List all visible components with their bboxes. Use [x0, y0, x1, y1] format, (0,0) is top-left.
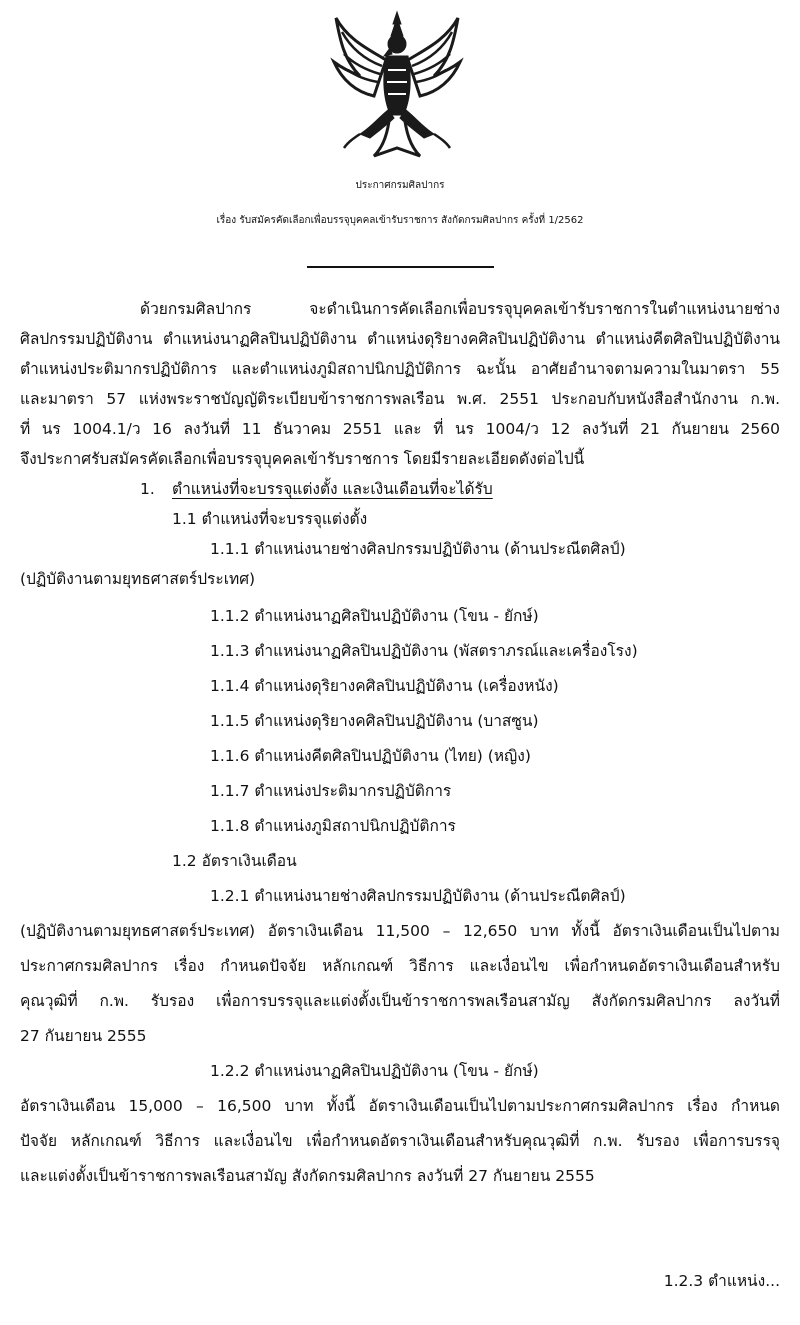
garuda-emblem-icon	[330, 10, 465, 160]
salary-body-line: 27 กันยายน 2555	[20, 1027, 147, 1045]
announcement-title: ประกาศกรมศิลปากร	[355, 180, 445, 191]
position-item-cont: (ปฏิบัติงานตามยุทธศาสตร์ประเทศ)	[20, 570, 256, 588]
subsection-heading: 1.2 อัตราเงินเดือน	[172, 852, 297, 870]
position-item: 1.1.3 ตำแหน่งนาฏศิลปินปฏิบัติงาน (พัสตราภรณ์และเครื่องโรง)	[210, 642, 638, 660]
position-item: 1.1.5 ตำแหน่งดุริยางคศิลปินปฏิบัติงาน (บาสซูน)	[210, 712, 539, 730]
intro-line: ที่ นร 1004.1/ว 16 ลงวันที่ 11 ธันวาคม 2551 และ ที่ นร 1004/ว 12 ลงวันที่ 21 กันยายน 2560	[20, 420, 780, 438]
intro-line: ตำแหน่งประติมากรปฏิบัติการ และตำแหน่งภูมิสถาปนิกปฏิบัติการ ฉะนั้น อาศัยอำนาจตามความในมาตรา 55	[20, 360, 780, 378]
title-divider	[307, 266, 494, 268]
salary-body-line: คุณวุฒิที่ ก.พ. รับรอง เพื่อการบรรจุและแต่งตั้งเป็นข้าราชการพลเรือนสามัญ สังกัดกรมศิลปากร ลงวันที่	[20, 992, 780, 1010]
section-heading: ตำแหน่งที่จะบรรจุแต่งตั้ง และเงินเดือนที่จะได้รับ	[172, 480, 493, 498]
salary-body-line: ปัจจัย หลักเกณฑ์ วิธีการ และเงื่อนไข เพื่อกำหนดอัตราเงินเดือนสำหรับคุณวุฒิที่ ก.พ. รับรอง เพื่อการบรรจุ	[20, 1132, 780, 1150]
salary-body-line: และแต่งตั้งเป็นข้าราชการพลเรือนสามัญ สังกัดกรมศิลปากร ลงวันที่ 27 กันยายน 2555	[20, 1167, 595, 1185]
salary-body-line: อัตราเงินเดือน 15,000 – 16,500 บาท ทั้งนี้ อัตราเงินเดือนเป็นไปตามประกาศกรมศิลปากร เรื่อง กำหนด	[20, 1097, 780, 1115]
salary-body-line: ประกาศกรมศิลปากร เรื่อง กำหนดปัจจัย หลักเกณฑ์ วิธีการ และเงื่อนไข เพื่อกำหนดอัตราเงินเดือนสำหรับ	[20, 957, 780, 975]
page-continuation: 1.2.3 ตำแหน่ง...	[663, 1272, 780, 1290]
position-item: 1.1.6 ตำแหน่งคีตศิลปินปฏิบัติงาน (ไทย) (หญิง)	[210, 747, 531, 765]
subsection-heading: 1.1 ตำแหน่งที่จะบรรจุแต่งตั้ง	[172, 510, 368, 528]
salary-item: 1.2.2 ตำแหน่งนาฏศิลปินปฏิบัติงาน (โขน - ยักษ์)	[210, 1062, 539, 1080]
position-item: 1.1.4 ตำแหน่งดุริยางคศิลปินปฏิบัติงาน (เครื่องหนัง)	[210, 677, 559, 695]
announcement-subject: เรื่อง รับสมัครคัดเลือกเพื่อบรรจุบุคคลเข้ารับราชการ สังกัดกรมศิลปากร ครั้งที่ 1/2562	[216, 215, 584, 226]
intro-line: และมาตรา 57 แห่งพระราชบัญญัติระเบียบข้าราชการพลเรือน พ.ศ. 2551 ประกอบกับหนังสือสำนักงาน ก.พ.	[20, 390, 780, 408]
intro-line: ด้วยกรมศิลปากร จะดำเนินการคัดเลือกเพื่อบรรจุบุคคลเข้ารับราชการในตำแหน่งนายช่าง	[140, 300, 780, 318]
position-item: 1.1.2 ตำแหน่งนาฏศิลปินปฏิบัติงาน (โขน - ยักษ์)	[210, 607, 539, 625]
salary-item: 1.2.1 ตำแหน่งนายช่างศิลปกรรมปฏิบัติงาน (ด้านประณีตศิลป์)	[210, 887, 626, 905]
position-item: 1.1.8 ตำแหน่งภูมิสถาปนิกปฏิบัติการ	[210, 817, 456, 835]
section-number: 1.	[140, 480, 155, 498]
salary-body-line: (ปฏิบัติงานตามยุทธศาสตร์ประเทศ) อัตราเงินเดือน 11,500 – 12,650 บาท ทั้งนี้ อัตราเงินเดือนเป็นไปตาม	[20, 922, 780, 940]
position-item: 1.1.7 ตำแหน่งประติมากรปฏิบัติการ	[210, 782, 452, 800]
intro-line: ศิลปกรรมปฏิบัติงาน ตำแหน่งนาฏศิลปินปฏิบัติงาน ตำแหน่งดุริยางคศิลปินปฏิบัติงาน ตำแหน่งคีตศิลปินปฏิบัติงาน	[20, 330, 780, 348]
position-item: 1.1.1 ตำแหน่งนายช่างศิลปกรรมปฏิบัติงาน (ด้านประณีตศิลป์)	[210, 540, 626, 558]
intro-line: จึงประกาศรับสมัครคัดเลือกเพื่อบรรจุบุคคลเข้ารับราชการ โดยมีรายละเอียดดังต่อไปนี้	[20, 450, 585, 468]
